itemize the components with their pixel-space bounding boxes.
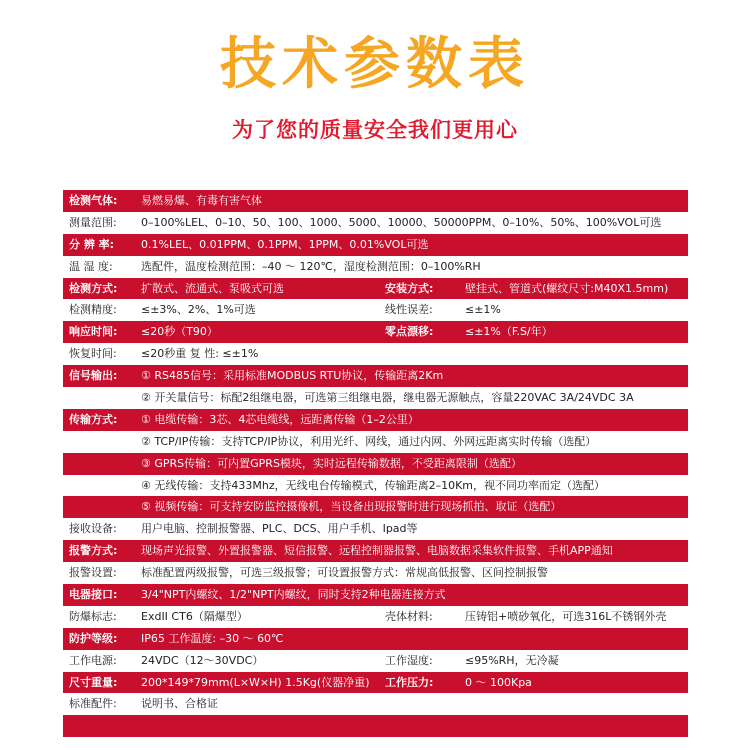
spec-value: ≤20秒重 复 性: ≤±1% — [141, 347, 259, 361]
spec-row — [63, 475, 688, 497]
spec-value: ① 电缆传输：3芯、4芯电缆线，远距离传输（1–2公里） — [141, 412, 419, 426]
spec-value: 标准配置两级报警，可选三级报警；可设置报警方式：常规高低报警、区间控制报警 — [141, 566, 548, 580]
page-title: 技术参数表 — [220, 32, 530, 97]
spec-row — [63, 693, 688, 715]
spec-label-secondary: 壳体材料: — [385, 609, 433, 623]
spec-row — [63, 431, 688, 453]
spec-row — [63, 540, 688, 562]
spec-row — [63, 606, 688, 628]
spec-value: 易燃易爆、有毒有害气体 — [141, 194, 262, 207]
spec-row — [63, 562, 688, 584]
spec-label: 信号输出: — [69, 369, 118, 383]
spec-value: ② TCP/IP传输：支持TCP/IP协议，利用光纤、网线，通过内网、外网远距离实时传输（选配） — [141, 434, 597, 448]
spec-row — [63, 256, 688, 278]
spec-row — [63, 628, 688, 650]
spec-value: 200*149*79mm(L×W×H) 1.5Kg(仪器净重) — [141, 675, 370, 689]
spec-value-secondary: 0 ～ 100Kpa — [465, 675, 532, 689]
spec-label: 尺寸重量: — [69, 675, 118, 689]
spec-value: 0–100%LEL、0–10、50、100、1000、5000、10000、50000PPM、0–10%、50%、100%VOL可选 — [141, 215, 662, 229]
spec-value: IP65 工作温度: –30 ～ 60℃ — [141, 631, 284, 645]
spec-row — [63, 715, 688, 737]
spec-value: ③ GPRS传输：可内置GPRS模块，实时远程传输数据，不受距离限制（选配） — [141, 456, 522, 470]
spec-label: 防爆标志: — [69, 609, 117, 623]
spec-label: 温 湿 度: — [69, 259, 113, 273]
spec-row — [63, 453, 688, 475]
spec-label-secondary: 线性误差: — [385, 303, 433, 317]
spec-row — [63, 584, 688, 606]
spec-label-secondary: 工作湿度: — [385, 653, 433, 667]
spec-value: 3/4"NPT内螺纹、1/2"NPT内螺纹，同时支持2种电器连接方式 — [141, 588, 446, 602]
spec-row — [63, 496, 688, 518]
spec-label: 响应时间: — [69, 325, 118, 339]
page-subtitle: 为了您的质量安全我们更用心 — [232, 118, 518, 142]
spec-value: 24VDC（12～30VDC） — [141, 653, 264, 667]
spec-label: 传输方式: — [69, 412, 118, 426]
spec-value-secondary: 压铸铝+喷砂氧化，可选316L不锈钢外壳 — [465, 609, 667, 623]
spec-value-secondary: 壁挂式、管道式(螺纹尺寸:M40X1.5mm) — [465, 281, 669, 295]
spec-row — [63, 278, 688, 300]
spec-row — [63, 343, 688, 365]
spec-value-secondary: ≤±1% — [465, 303, 501, 317]
spec-label-secondary: 安装方式: — [385, 281, 434, 295]
spec-label: 检测精度: — [69, 303, 117, 317]
spec-value: 现场声光报警、外置报警器、短信报警、远程控制器报警、电脑数据采集软件报警、手机APP通知 — [141, 544, 613, 558]
spec-row — [63, 299, 688, 321]
spec-label: 接收设备: — [69, 522, 117, 536]
spec-row — [63, 518, 688, 540]
spec-label: 分 辨 率: — [69, 237, 115, 251]
spec-row — [63, 234, 688, 256]
spec-value: ≤±3%、2%、1%可选 — [141, 303, 256, 317]
spec-label: 测量范围: — [69, 215, 117, 229]
spec-row — [63, 672, 688, 694]
spec-value: 0.1%LEL、0.01PPM、0.1PPM、1PPM、0.01%VOL可选 — [141, 237, 429, 251]
spec-value: ④ 无线传输：支持433Mhz，无线电台传输模式，传输距离2–10Km，视不同功率而定（选配） — [141, 478, 606, 492]
spec-value: ② 开关量信号：标配2组继电器，可选第三组继电器，继电器无源触点，容量220VAC 3A/24VDC 3A — [141, 391, 634, 405]
spec-value-secondary: ≤95%RH，无冷凝 — [465, 653, 559, 667]
spec-label-secondary: 零点漂移: — [385, 325, 434, 339]
spec-value: 用户电脑、控制报警器、PLC、DCS、用户手机、Ipad等 — [141, 522, 418, 536]
spec-label: 检测方式: — [69, 281, 118, 295]
spec-label: 电器接口: — [69, 588, 118, 602]
spec-label: 恢复时间: — [69, 347, 117, 361]
spec-label: 报警设置: — [69, 566, 117, 580]
spec-row — [63, 321, 688, 343]
spec-label-secondary: 工作压力: — [385, 675, 434, 689]
spec-value: ≤20秒（T90） — [141, 325, 218, 339]
spec-row — [63, 212, 688, 234]
spec-label: 报警方式: — [69, 544, 118, 558]
spec-label: 工作电源: — [69, 653, 117, 667]
spec-label: 防护等级: — [69, 631, 118, 645]
spec-label: 标准配件: — [69, 697, 117, 711]
spec-table — [63, 190, 688, 737]
spec-label: 检测气体: — [69, 194, 118, 207]
spec-value: 说明书、合格证 — [141, 697, 218, 711]
spec-row — [63, 650, 688, 672]
spec-row — [63, 365, 688, 387]
spec-value-secondary: ≤±1%（F.S/年） — [465, 325, 553, 339]
spec-value: 选配件，温度检测范围：–40 ～ 120℃，湿度检测范围：0–100%RH — [141, 259, 481, 273]
spec-value: ① RS485信号：采用标准MODBUS RTU协议，传输距离2Km — [141, 369, 444, 383]
spec-value: ⑤ 视频传输：可支持安防监控摄像机，当设备出现报警时进行现场抓拍、取证（选配） — [141, 500, 562, 514]
spec-row — [63, 387, 688, 409]
spec-row — [63, 409, 688, 431]
spec-value: ExdII CT6（隔爆型） — [141, 609, 248, 623]
spec-row — [63, 190, 688, 212]
spec-value: 扩散式、流通式、泵吸式可选 — [141, 281, 284, 295]
